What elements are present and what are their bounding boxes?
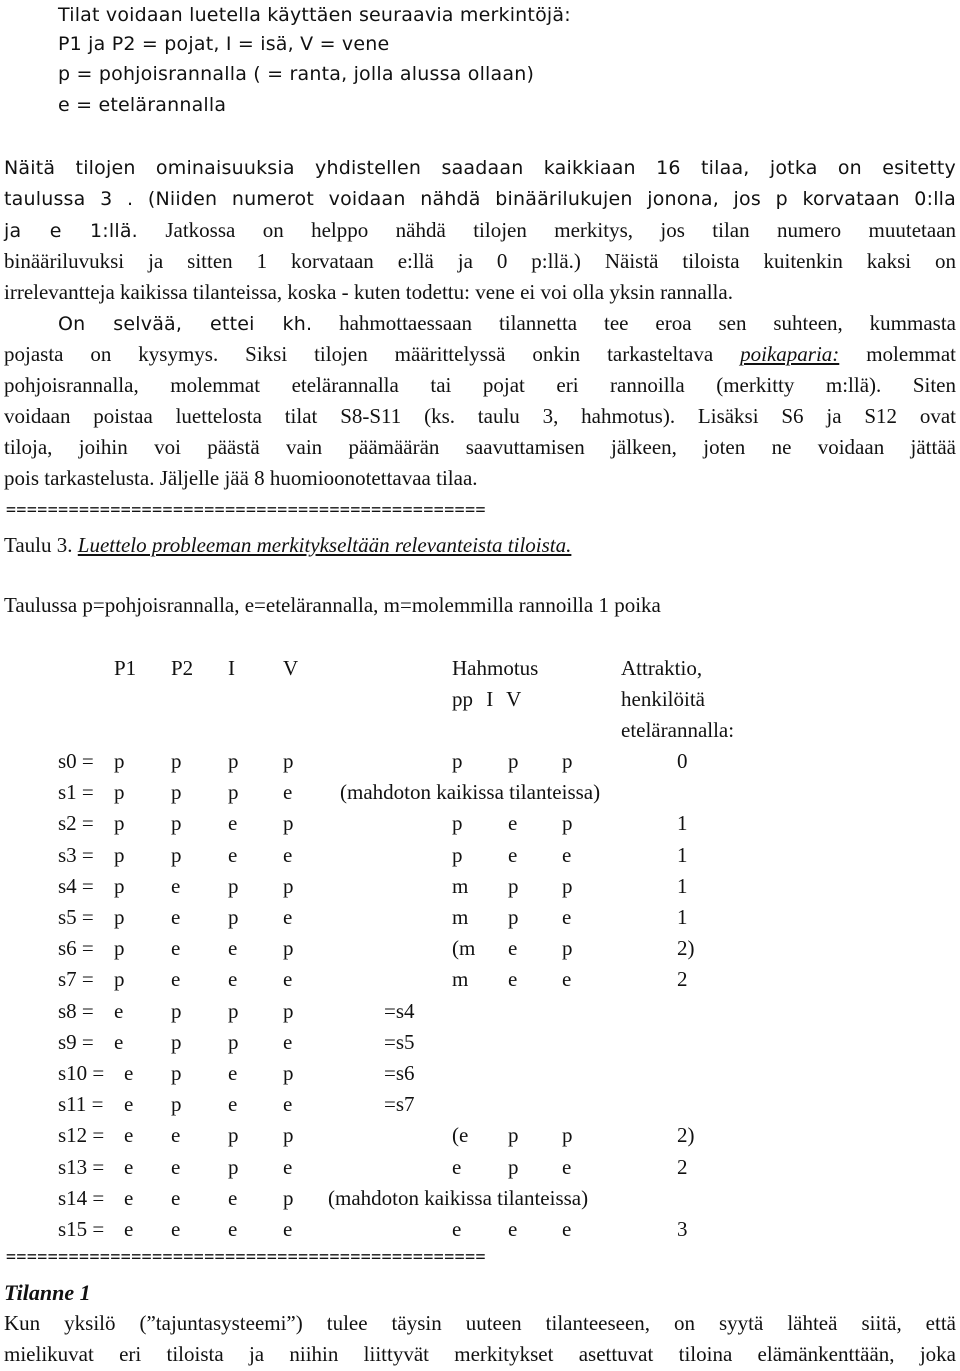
cell-hahmotus-pp: m xyxy=(452,905,469,929)
state-label: s9 = xyxy=(58,1029,94,1054)
cell-p2: e xyxy=(171,1123,181,1148)
paragraph-line: mielikuvat eri tiloista ja niihin liittyvät merkitykset asettuvat tiloina elämänkenttään, joka xyxy=(4,1342,956,1366)
cell-equivalent: =s7 xyxy=(384,1092,415,1117)
state-label: s10 = xyxy=(58,1061,105,1085)
cell-p1: p xyxy=(114,873,125,898)
cell-p2: e xyxy=(171,1185,181,1210)
cell-hahmotus-pp: p xyxy=(452,749,463,773)
cell-p1: p xyxy=(114,936,125,961)
cell-p1: p xyxy=(114,967,125,992)
cell-v: e xyxy=(283,780,293,805)
state-label: s6 = xyxy=(58,936,94,961)
cell-p2: e xyxy=(171,1154,181,1179)
cell-hahmotus-i: e xyxy=(508,967,518,992)
cell-attraktio: 1 xyxy=(677,873,688,898)
cell-hahmotus-v: e xyxy=(562,905,572,929)
cell-hahmotus-pp: (m xyxy=(452,936,476,961)
paragraph-line: On selvää, ettei kh. hahmottaessaan tilannetta tee eroa sen suhteen, kummasta xyxy=(58,311,956,335)
cell-hahmotus-pp: e xyxy=(452,1217,462,1241)
paragraph-line: pohjoisrannalla, molemmat etelärannalla tai pojat eri rannoilla (merkitty m:llä). Siten xyxy=(4,373,956,397)
cell-hahmotus-v: e xyxy=(562,967,572,992)
cell-i: p xyxy=(228,780,239,805)
cell-v: e xyxy=(283,967,293,992)
cell-p2: p xyxy=(171,1092,182,1117)
cell-v: p xyxy=(283,1123,294,1148)
cell-equivalent: =s6 xyxy=(384,1061,415,1085)
cell-hahmotus-i: e xyxy=(508,936,518,961)
cell-i: p xyxy=(228,1029,239,1054)
cell-i: e xyxy=(228,967,238,992)
cell-v: e xyxy=(283,1154,293,1179)
state-label: s15 = xyxy=(58,1217,105,1241)
cell-v: e xyxy=(283,1029,293,1054)
header-p1: P1 xyxy=(114,656,137,680)
cell-hahmotus-i: e xyxy=(508,811,518,836)
cell-attraktio: 1 xyxy=(677,811,688,836)
cell-i: p xyxy=(228,1154,239,1179)
table-caption: Taulu 3. Luettelo probleeman merkitykseltään relevanteista tiloista. xyxy=(4,533,572,557)
cell-hahmotus-v: p xyxy=(562,749,573,773)
cell-i: p xyxy=(228,905,239,929)
cell-i: p xyxy=(228,749,239,773)
cell-note: (mahdoton kaikissa tilanteissa) xyxy=(340,780,601,805)
cell-hahmotus-i: p xyxy=(508,749,519,773)
header-attraktio: etelärannalla: xyxy=(621,718,735,742)
cell-hahmotus-pp: p xyxy=(452,811,463,836)
cell-equivalent: =s5 xyxy=(384,1029,415,1054)
state-label: s0 = xyxy=(58,749,94,773)
paragraph-line: Kun yksilö (”tajuntasysteemi”) tulee täysin uuteen tilanteeseen, on syytä lähteä siitä, että xyxy=(4,1311,956,1335)
cell-p2: p xyxy=(171,811,182,836)
cell-p1: p xyxy=(114,842,125,867)
cell-attraktio: 2 xyxy=(677,1154,688,1179)
cell-v: p xyxy=(283,998,294,1023)
cell-attraktio: 1 xyxy=(677,842,688,867)
header-p2: P2 xyxy=(171,656,194,680)
cell-hahmotus-v: p xyxy=(562,811,573,836)
cell-p2: p xyxy=(171,998,182,1023)
state-label: s14 = xyxy=(58,1185,105,1210)
state-label: s8 = xyxy=(58,998,94,1023)
separator-line: ============================================== xyxy=(6,500,486,519)
header-hahmotus: Hahmotus xyxy=(452,656,539,680)
cell-hahmotus-pp: p xyxy=(452,842,463,867)
cell-i: e xyxy=(228,842,238,867)
cell-i: p xyxy=(228,873,239,898)
paragraph-line: Näitä tilojen ominaisuuksia yhdistellen saadaan kaikkiaan 16 tilaa, jotka on esitetty xyxy=(4,157,956,179)
cell-i: e xyxy=(228,1185,238,1210)
cell-attraktio: 1 xyxy=(677,905,688,929)
cell-v: p xyxy=(283,749,294,773)
cell-attraktio: 0 xyxy=(677,749,688,773)
paragraph-line: voidaan poistaa luettelosta tilat S8-S11 (ks. taulu 3, hahmotus). Lisäksi S6 ja S12 ovat xyxy=(4,404,956,428)
cell-hahmotus-pp: (e xyxy=(452,1123,469,1148)
cell-attraktio: 2 xyxy=(677,967,688,992)
header-hahmotus-sub: pp I V xyxy=(452,687,522,711)
cell-p1: e xyxy=(124,1061,134,1085)
header-v: V xyxy=(283,656,299,680)
cell-p1: p xyxy=(114,811,125,836)
state-label: s11 = xyxy=(58,1092,104,1117)
cell-i: p xyxy=(228,1123,239,1148)
cell-i: e xyxy=(228,1217,238,1241)
state-label: s1 = xyxy=(58,780,94,805)
cell-p1: p xyxy=(114,780,125,805)
cell-p2: p xyxy=(171,780,182,805)
cell-p1: p xyxy=(114,905,125,929)
cell-v: e xyxy=(283,905,293,929)
cell-hahmotus-pp: e xyxy=(452,1154,462,1179)
state-label: s12 = xyxy=(58,1123,105,1148)
state-label: s3 = xyxy=(58,842,94,867)
cell-attraktio: 2) xyxy=(677,1123,695,1148)
cell-note: (mahdoton kaikissa tilanteissa) xyxy=(328,1185,589,1210)
state-label: s2 = xyxy=(58,811,94,836)
cell-p1: e xyxy=(124,1217,134,1241)
cell-p2: p xyxy=(171,1061,182,1085)
cell-v: p xyxy=(283,873,294,898)
cell-p2: e xyxy=(171,967,181,992)
cell-equivalent: =s4 xyxy=(384,998,415,1023)
table-note: Taulussa p=pohjoisrannalla, e=etelärannalla, m=molemmilla rannoilla 1 poika xyxy=(4,593,661,617)
header-attraktio: Attraktio, xyxy=(621,656,703,680)
cell-i: e xyxy=(228,1092,238,1117)
paragraph-line: pois tarkastelusta. Jäljelle jää 8 huomioonotettavaa tilaa. xyxy=(4,466,478,490)
cell-v: e xyxy=(283,1092,293,1117)
cell-v: p xyxy=(283,811,294,836)
cell-hahmotus-v: e xyxy=(562,842,572,867)
paragraph-line: ja e 1:llä. Jatkossa on helppo nähdä tilojen merkitys, jos tilan numero muutetaan xyxy=(4,218,957,242)
cell-v: e xyxy=(283,1217,293,1241)
state-label: s4 = xyxy=(58,873,94,898)
cell-i: p xyxy=(228,998,239,1023)
cell-i: e xyxy=(228,936,238,961)
cell-p2: p xyxy=(171,1029,182,1054)
separator-line: ============================================== xyxy=(6,1247,486,1266)
cell-p1: e xyxy=(114,1029,124,1054)
state-label: s7 = xyxy=(58,967,94,992)
cell-hahmotus-v: p xyxy=(562,873,573,898)
paragraph-line: binääriluvuksi ja sitten 1 korvataan e:llä ja 0 p:llä.) Näistä tiloista kuitenkin kaksi on xyxy=(4,249,957,273)
cell-hahmotus-v: p xyxy=(562,936,573,961)
paragraph-line: irrelevantteja kaikissa tilanteissa, koska - kuten todettu: vene ei voi olla yksin rannalla. xyxy=(4,280,733,304)
cell-p1: e xyxy=(124,1185,134,1210)
cell-p1: e xyxy=(124,1123,134,1148)
cell-i: e xyxy=(228,811,238,836)
state-label: s5 = xyxy=(58,905,94,929)
cell-hahmotus-pp: m xyxy=(452,873,469,898)
cell-v: p xyxy=(283,936,294,961)
cell-hahmotus-i: e xyxy=(508,842,518,867)
cell-v: e xyxy=(283,842,293,867)
cell-p1: e xyxy=(114,998,124,1023)
header-attraktio: henkilöitä xyxy=(621,687,705,711)
intro-line: p = pohjoisrannalla ( = ranta, jolla alussa ollaan) xyxy=(58,63,535,85)
cell-p1: e xyxy=(124,1092,134,1117)
cell-hahmotus-v: e xyxy=(562,1154,572,1179)
cell-p2: e xyxy=(171,905,181,929)
cell-p2: e xyxy=(171,873,181,898)
cell-v: p xyxy=(283,1185,294,1210)
header-i: I xyxy=(228,656,235,680)
intro-line: P1 ja P2 = pojat, I = isä, V = vene xyxy=(58,33,390,55)
cell-hahmotus-i: p xyxy=(508,905,519,929)
cell-hahmotus-i: p xyxy=(508,1123,519,1148)
cell-hahmotus-i: e xyxy=(508,1217,518,1241)
cell-hahmotus-i: p xyxy=(508,873,519,898)
cell-p2: e xyxy=(171,936,181,961)
intro-line: Tilat voidaan luetella käyttäen seuraavia merkintöjä: xyxy=(58,4,571,26)
cell-p2: e xyxy=(171,1217,181,1241)
cell-hahmotus-v: p xyxy=(562,1123,573,1148)
cell-attraktio: 3 xyxy=(677,1217,688,1241)
paragraph-line: tiloja, joihin voi päästä vain päämäärän saavuttamisen jälkeen, joten ne voidaan jättää xyxy=(4,435,956,459)
section-title: Tilanne 1 xyxy=(4,1280,91,1305)
intro-line: e = etelärannalla xyxy=(58,94,227,116)
cell-p2: p xyxy=(171,842,182,867)
cell-v: p xyxy=(283,1061,294,1085)
cell-hahmotus-v: e xyxy=(562,1217,572,1241)
state-label: s13 = xyxy=(58,1154,105,1179)
cell-p2: p xyxy=(171,749,182,773)
paragraph-line: pojasta on kysymys. Siksi tilojen määrittelyssä onkin tarkasteltava poikaparia: molemmat xyxy=(4,342,957,366)
paragraph-line: taulussa 3 . (Niiden numerot voidaan nähdä binäärilukujen jonona, jos p korvataan 0:lla xyxy=(4,188,956,210)
cell-hahmotus-i: p xyxy=(508,1154,519,1179)
cell-p1: p xyxy=(114,749,125,773)
cell-attraktio: 2) xyxy=(677,936,695,961)
cell-i: e xyxy=(228,1061,238,1085)
cell-p1: e xyxy=(124,1154,134,1179)
cell-hahmotus-pp: m xyxy=(452,967,469,992)
